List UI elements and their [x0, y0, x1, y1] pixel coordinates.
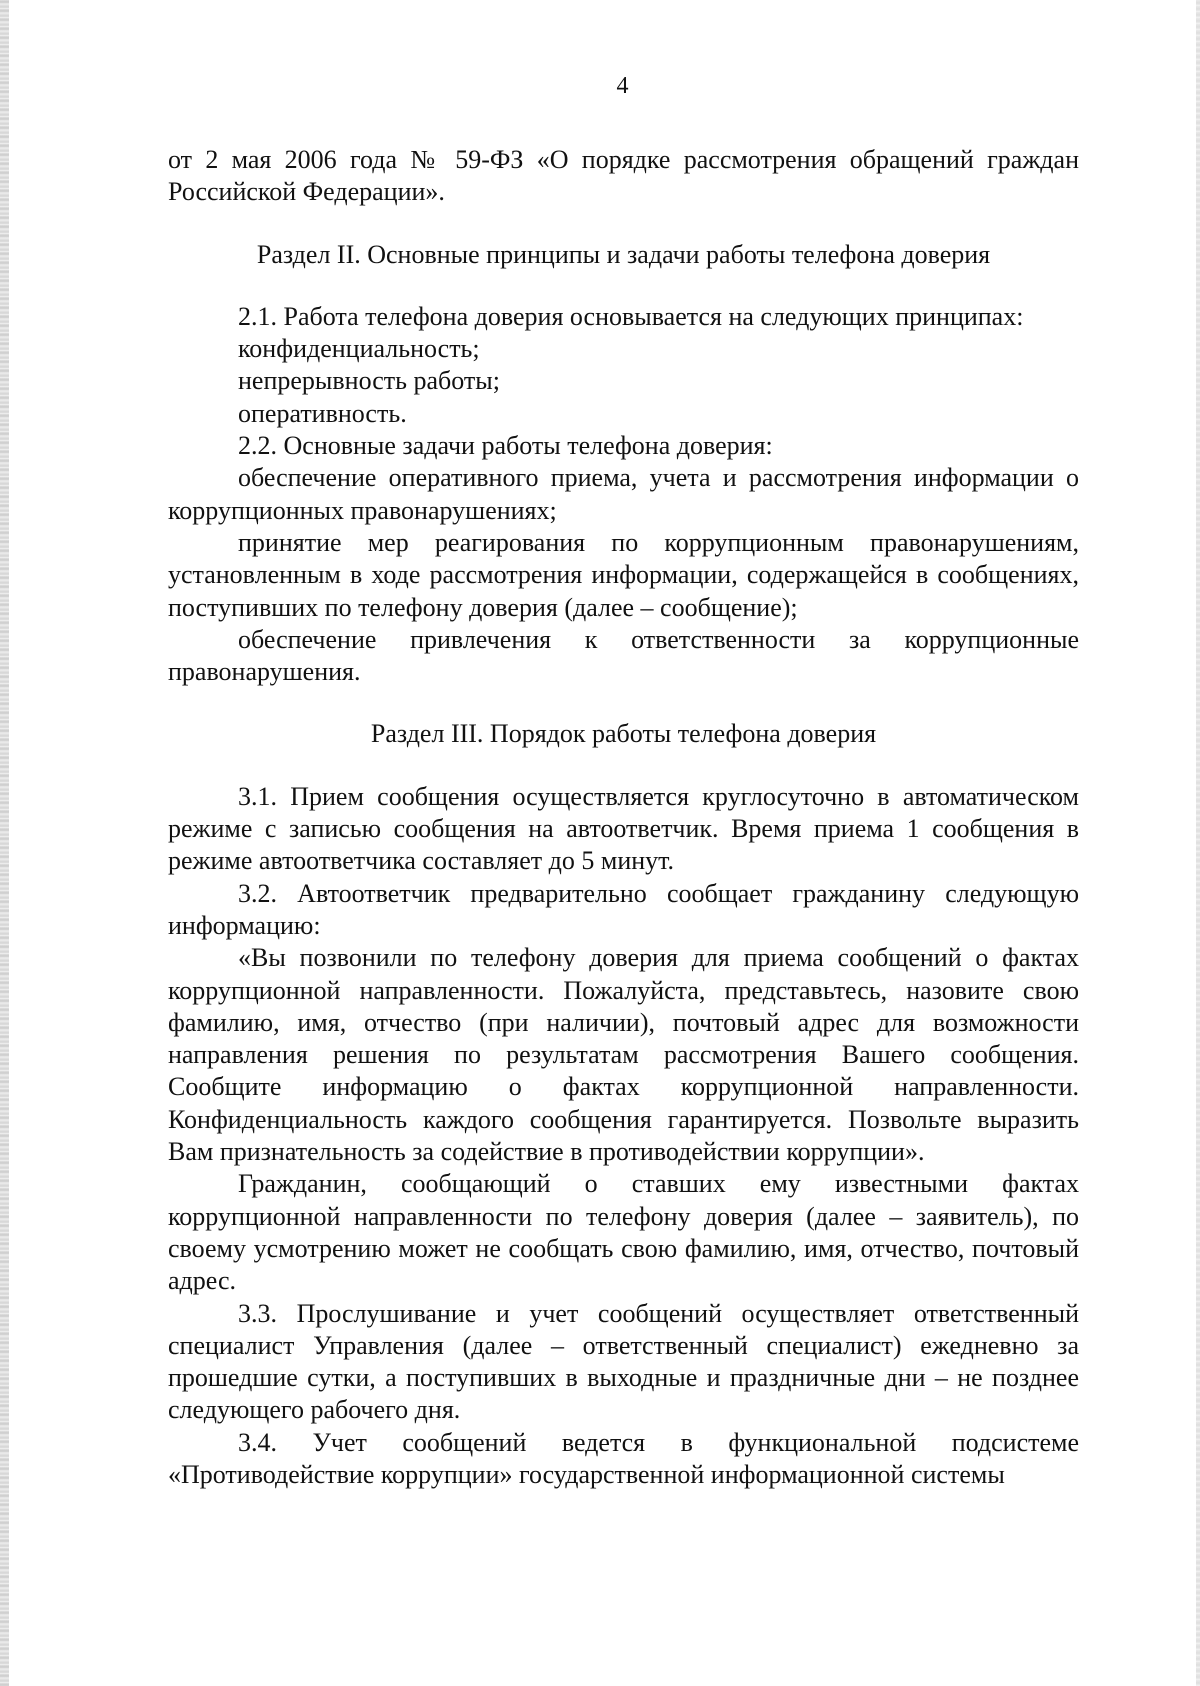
- task-item: принятие мер реагирования по коррупционным правонарушениям, установленным в ходе рассмотрения информации, содержащейся в сообщениях, поступивших по телефону доверия (далее – сообщение);: [168, 527, 1079, 622]
- section-3-heading: Раздел III. Порядок работы телефона доверия: [370, 719, 877, 749]
- section-3-3-paragraph: 3.3. Прослушивание и учет сообщений осуществляет ответственный специалист Управления (далее – ответственный специалист) ежедневно за прошедшие сутки, а поступивших в выходные и праздничные дни – не позднее следующего рабочего дня.: [168, 1298, 1079, 1425]
- section-3-2-paragraph: 3.2. Автоответчик предварительно сообщает гражданину следующую информацию:: [168, 878, 1079, 940]
- scan-edge-right: [1196, 0, 1200, 1686]
- principle-item: оперативность.: [238, 398, 407, 428]
- task-item: обеспечение оперативного приема, учета и рассмотрения информации о коррупционных правонарушениях;: [168, 463, 1079, 525]
- section-2-1-paragraph: 2.1. Работа телефона доверия основывается на следующих принципах:: [238, 301, 1024, 331]
- principle-item: конфиденциальность;: [238, 334, 480, 364]
- section-2-2-paragraph: 2.2. Основные задачи работы телефона доверия:: [238, 431, 773, 461]
- principle-item: непрерывность работы;: [238, 366, 500, 396]
- section-2-heading: Раздел II. Основные принципы и задачи работы телефона доверия: [256, 239, 991, 269]
- task-item: обеспечение привлечения к ответственности за коррупционные правонарушения.: [168, 624, 1079, 687]
- applicant-paragraph: Гражданин, сообщающий о ставших ему известными фактах коррупционной направленности по телефону доверия (далее – заявитель), по своему усмотрению может не сообщать свою фамилию, имя, отчество, почтовый адрес.: [168, 1169, 1079, 1296]
- scan-edge-left: [0, 0, 9, 1686]
- section-3-4-paragraph: 3.4. Учет сообщений ведется в функциональной подсистеме «Противодействие коррупции» государственной информационной системы: [168, 1427, 1079, 1489]
- section-3-1-paragraph: 3.1. Прием сообщения осуществляется круглосуточно в автоматическом режиме с записью сообщения на автоответчик. Время приема 1 сообщения в режиме автоответчика составляет до 5 минут.: [168, 781, 1079, 876]
- intro-paragraph: от 2 мая 2006 года № 59-ФЗ «О порядке рассмотрения обращений граждан Российской Федерации».: [168, 145, 1079, 207]
- page-number: 4: [616, 73, 629, 99]
- document-body: [168, 144, 1079, 1491]
- autoresponder-message: «Вы позвонили по телефону доверия для приема сообщений о фактах коррупционной направленности. Пожалуйста, представьтесь, назовите свою фамилию, имя, отчество (при наличии), почтовый адрес для возможности направления решения по результатам рассмотрения Вашего сообщения. Сообщите информацию о фактах коррупционной направленности. Конфиденциальность каждого сообщения гарантируется. Позвольте выразить Вам признательность за содействие в противодействии коррупции».: [168, 943, 1079, 1167]
